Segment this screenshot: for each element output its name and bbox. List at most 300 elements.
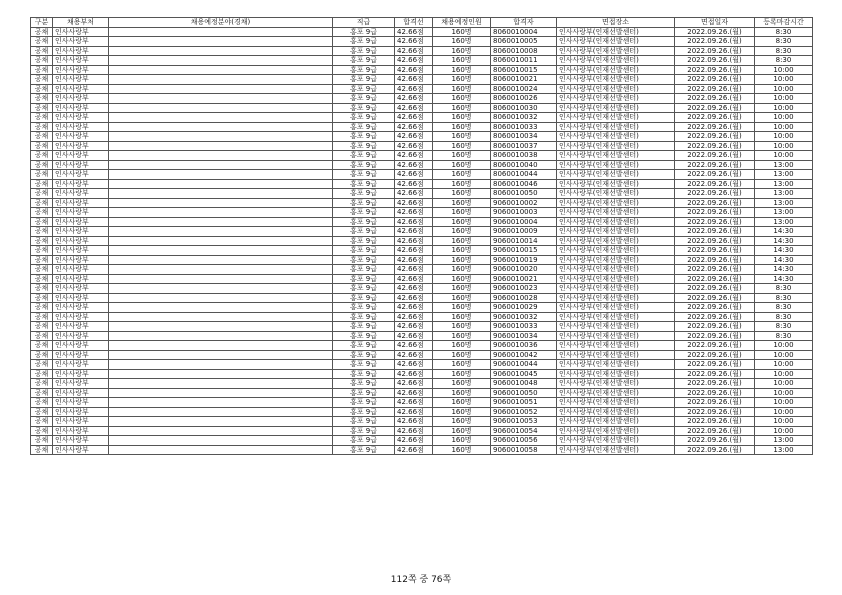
grade-cell: 홍포 9급 bbox=[333, 312, 395, 322]
interview-location-cell: 인사사랑부(인재선발센터) bbox=[557, 265, 675, 275]
category-cell: 공채 bbox=[31, 360, 53, 370]
interview-location-cell: 인사사랑부(인재선발센터) bbox=[557, 103, 675, 113]
category-cell: 공채 bbox=[31, 103, 53, 113]
department-cell: 인사사랑부 bbox=[53, 293, 109, 303]
department-cell: 인사사랑부 bbox=[53, 255, 109, 265]
category-cell: 공채 bbox=[31, 198, 53, 208]
registration-deadline-cell: 10:00 bbox=[755, 94, 813, 104]
interview-date-cell: 2022.09.26.(월) bbox=[675, 46, 755, 56]
category-cell: 공채 bbox=[31, 284, 53, 294]
interview-date-cell: 2022.09.26.(월) bbox=[675, 217, 755, 227]
registration-deadline-cell: 13:00 bbox=[755, 160, 813, 170]
table-row bbox=[31, 217, 813, 227]
interview-date-cell: 2022.09.26.(월) bbox=[675, 132, 755, 142]
field-cell bbox=[109, 322, 333, 332]
field-cell bbox=[109, 179, 333, 189]
interview-location-cell: 인사사랑부(인재선발센터) bbox=[557, 94, 675, 104]
table-row bbox=[31, 179, 813, 189]
planned-count-cell: 160명 bbox=[433, 303, 491, 313]
registration-deadline-cell: 10:00 bbox=[755, 122, 813, 132]
category-cell: 공채 bbox=[31, 27, 53, 37]
planned-count-cell: 160명 bbox=[433, 217, 491, 227]
field-cell bbox=[109, 236, 333, 246]
applicant-id-cell: 9060010042 bbox=[491, 350, 557, 360]
interview-date-cell: 2022.09.26.(월) bbox=[675, 227, 755, 237]
planned-count-cell: 160명 bbox=[433, 407, 491, 417]
table-row bbox=[31, 265, 813, 275]
registration-deadline-cell: 10:00 bbox=[755, 141, 813, 151]
department-cell: 인사사랑부 bbox=[53, 312, 109, 322]
registration-deadline-cell: 8:30 bbox=[755, 284, 813, 294]
department-cell: 인사사랑부 bbox=[53, 132, 109, 142]
category-cell: 공채 bbox=[31, 141, 53, 151]
header-cell: 면접일자 bbox=[675, 18, 755, 28]
field-cell bbox=[109, 46, 333, 56]
planned-count-cell: 160명 bbox=[433, 65, 491, 75]
grade-cell: 홍포 9급 bbox=[333, 303, 395, 313]
registration-deadline-cell: 8:30 bbox=[755, 312, 813, 322]
category-cell: 공채 bbox=[31, 312, 53, 322]
header-cell: 채용부처 bbox=[53, 18, 109, 28]
registration-deadline-cell: 14:30 bbox=[755, 227, 813, 237]
applicant-id-cell: 9060010036 bbox=[491, 341, 557, 351]
cutoff-cell: 42.66점 bbox=[395, 113, 433, 123]
interview-location-cell: 인사사랑부(인재선발센터) bbox=[557, 170, 675, 180]
applicant-id-cell: 9060010029 bbox=[491, 303, 557, 313]
field-cell bbox=[109, 398, 333, 408]
category-cell: 공채 bbox=[31, 331, 53, 341]
cutoff-cell: 42.66점 bbox=[395, 132, 433, 142]
grade-cell: 홍포 9급 bbox=[333, 75, 395, 85]
interview-date-cell: 2022.09.26.(월) bbox=[675, 274, 755, 284]
interview-location-cell: 인사사랑부(인재선발센터) bbox=[557, 160, 675, 170]
registration-deadline-cell: 10:00 bbox=[755, 398, 813, 408]
planned-count-cell: 160명 bbox=[433, 388, 491, 398]
planned-count-cell: 160명 bbox=[433, 227, 491, 237]
registration-deadline-cell: 8:30 bbox=[755, 27, 813, 37]
interview-date-cell: 2022.09.26.(월) bbox=[675, 208, 755, 218]
field-cell bbox=[109, 122, 333, 132]
grade-cell: 홍포 9급 bbox=[333, 46, 395, 56]
grade-cell: 홍포 9급 bbox=[333, 246, 395, 256]
category-cell: 공채 bbox=[31, 46, 53, 56]
cutoff-cell: 42.66점 bbox=[395, 293, 433, 303]
department-cell: 인사사랑부 bbox=[53, 236, 109, 246]
grade-cell: 홍포 9급 bbox=[333, 113, 395, 123]
field-cell bbox=[109, 303, 333, 313]
table-row bbox=[31, 189, 813, 199]
interview-location-cell: 인사사랑부(인재선발센터) bbox=[557, 217, 675, 227]
interview-date-cell: 2022.09.26.(월) bbox=[675, 141, 755, 151]
cutoff-cell: 42.66점 bbox=[395, 151, 433, 161]
cutoff-cell: 42.66점 bbox=[395, 255, 433, 265]
category-cell: 공채 bbox=[31, 274, 53, 284]
applicant-id-cell: 9060010056 bbox=[491, 436, 557, 446]
table-row bbox=[31, 436, 813, 446]
planned-count-cell: 160명 bbox=[433, 141, 491, 151]
department-cell: 인사사랑부 bbox=[53, 37, 109, 47]
table-row bbox=[31, 227, 813, 237]
registration-deadline-cell: 10:00 bbox=[755, 341, 813, 351]
table-row bbox=[31, 46, 813, 56]
planned-count-cell: 160명 bbox=[433, 75, 491, 85]
grade-cell: 홍포 9급 bbox=[333, 331, 395, 341]
grade-cell: 홍포 9급 bbox=[333, 132, 395, 142]
registration-deadline-cell: 10:00 bbox=[755, 151, 813, 161]
interview-date-cell: 2022.09.26.(월) bbox=[675, 284, 755, 294]
department-cell: 인사사랑부 bbox=[53, 46, 109, 56]
planned-count-cell: 160명 bbox=[433, 179, 491, 189]
interview-location-cell: 인사사랑부(인재선발센터) bbox=[557, 113, 675, 123]
interview-date-cell: 2022.09.26.(월) bbox=[675, 398, 755, 408]
category-cell: 공채 bbox=[31, 37, 53, 47]
interview-date-cell: 2022.09.26.(월) bbox=[675, 75, 755, 85]
registration-deadline-cell: 13:00 bbox=[755, 445, 813, 455]
applicant-id-cell: 9060010044 bbox=[491, 360, 557, 370]
interview-date-cell: 2022.09.26.(월) bbox=[675, 236, 755, 246]
table-row bbox=[31, 284, 813, 294]
field-cell bbox=[109, 151, 333, 161]
category-cell: 공채 bbox=[31, 246, 53, 256]
planned-count-cell: 160명 bbox=[433, 37, 491, 47]
planned-count-cell: 160명 bbox=[433, 293, 491, 303]
planned-count-cell: 160명 bbox=[433, 189, 491, 199]
registration-deadline-cell: 10:00 bbox=[755, 388, 813, 398]
table-row bbox=[31, 84, 813, 94]
grade-cell: 홍포 9급 bbox=[333, 227, 395, 237]
category-cell: 공채 bbox=[31, 369, 53, 379]
registration-deadline-cell: 10:00 bbox=[755, 132, 813, 142]
header-cell: 합격자 bbox=[491, 18, 557, 28]
interview-date-cell: 2022.09.26.(월) bbox=[675, 56, 755, 66]
applicant-id-cell: 9060010051 bbox=[491, 398, 557, 408]
cutoff-cell: 42.66점 bbox=[395, 341, 433, 351]
department-cell: 인사사랑부 bbox=[53, 274, 109, 284]
department-cell: 인사사랑부 bbox=[53, 65, 109, 75]
category-cell: 공채 bbox=[31, 75, 53, 85]
department-cell: 인사사랑부 bbox=[53, 369, 109, 379]
category-cell: 공채 bbox=[31, 407, 53, 417]
registration-deadline-cell: 10:00 bbox=[755, 113, 813, 123]
field-cell bbox=[109, 208, 333, 218]
table-row bbox=[31, 198, 813, 208]
category-cell: 공채 bbox=[31, 322, 53, 332]
table-row bbox=[31, 293, 813, 303]
interview-location-cell: 인사사랑부(인재선발센터) bbox=[557, 37, 675, 47]
category-cell: 공채 bbox=[31, 341, 53, 351]
interview-location-cell: 인사사랑부(인재선발센터) bbox=[557, 407, 675, 417]
header-cell: 채용예정분야(경채) bbox=[109, 18, 333, 28]
grade-cell: 홍포 9급 bbox=[333, 436, 395, 446]
table-row bbox=[31, 312, 813, 322]
field-cell bbox=[109, 350, 333, 360]
applicant-id-cell: 9060010002 bbox=[491, 198, 557, 208]
planned-count-cell: 160명 bbox=[433, 322, 491, 332]
header-cell: 구분 bbox=[31, 18, 53, 28]
interview-location-cell: 인사사랑부(인재선발센터) bbox=[557, 417, 675, 427]
table-row bbox=[31, 132, 813, 142]
interview-location-cell: 인사사랑부(인재선발센터) bbox=[557, 227, 675, 237]
department-cell: 인사사랑부 bbox=[53, 265, 109, 275]
applicant-id-cell: 9060010052 bbox=[491, 407, 557, 417]
field-cell bbox=[109, 331, 333, 341]
field-cell bbox=[109, 160, 333, 170]
registration-deadline-cell: 13:00 bbox=[755, 179, 813, 189]
department-cell: 인사사랑부 bbox=[53, 141, 109, 151]
field-cell bbox=[109, 379, 333, 389]
interview-location-cell: 인사사랑부(인재선발센터) bbox=[557, 141, 675, 151]
planned-count-cell: 160명 bbox=[433, 350, 491, 360]
interview-location-cell: 인사사랑부(인재선발센터) bbox=[557, 369, 675, 379]
department-cell: 인사사랑부 bbox=[53, 94, 109, 104]
department-cell: 인사사랑부 bbox=[53, 388, 109, 398]
cutoff-cell: 42.66점 bbox=[395, 94, 433, 104]
cutoff-cell: 42.66점 bbox=[395, 227, 433, 237]
applicant-id-cell: 9060010004 bbox=[491, 217, 557, 227]
category-cell: 공채 bbox=[31, 236, 53, 246]
grade-cell: 홍포 9급 bbox=[333, 388, 395, 398]
interview-date-cell: 2022.09.26.(월) bbox=[675, 360, 755, 370]
field-cell bbox=[109, 113, 333, 123]
interview-location-cell: 인사사랑부(인재선발센터) bbox=[557, 274, 675, 284]
interview-location-cell: 인사사랑부(인재선발센터) bbox=[557, 84, 675, 94]
interview-date-cell: 2022.09.26.(월) bbox=[675, 160, 755, 170]
field-cell bbox=[109, 75, 333, 85]
cutoff-cell: 42.66점 bbox=[395, 75, 433, 85]
grade-cell: 홍포 9급 bbox=[333, 426, 395, 436]
interview-location-cell: 인사사랑부(인재선발센터) bbox=[557, 322, 675, 332]
interview-date-cell: 2022.09.26.(월) bbox=[675, 170, 755, 180]
department-cell: 인사사랑부 bbox=[53, 160, 109, 170]
table-row bbox=[31, 236, 813, 246]
interview-location-cell: 인사사랑부(인재선발센터) bbox=[557, 122, 675, 132]
interview-location-cell: 인사사랑부(인재선발센터) bbox=[557, 65, 675, 75]
department-cell: 인사사랑부 bbox=[53, 217, 109, 227]
cutoff-cell: 42.66점 bbox=[395, 160, 433, 170]
field-cell bbox=[109, 103, 333, 113]
grade-cell: 홍포 9급 bbox=[333, 398, 395, 408]
cutoff-cell: 42.66점 bbox=[395, 274, 433, 284]
category-cell: 공채 bbox=[31, 132, 53, 142]
interview-date-cell: 2022.09.26.(월) bbox=[675, 417, 755, 427]
interview-date-cell: 2022.09.26.(월) bbox=[675, 27, 755, 37]
grade-cell: 홍포 9급 bbox=[333, 103, 395, 113]
interview-date-cell: 2022.09.26.(월) bbox=[675, 37, 755, 47]
planned-count-cell: 160명 bbox=[433, 113, 491, 123]
cutoff-cell: 42.66점 bbox=[395, 246, 433, 256]
cutoff-cell: 42.66점 bbox=[395, 217, 433, 227]
applicant-id-cell: 9060010009 bbox=[491, 227, 557, 237]
category-cell: 공채 bbox=[31, 65, 53, 75]
grade-cell: 홍포 9급 bbox=[333, 170, 395, 180]
interview-date-cell: 2022.09.26.(월) bbox=[675, 322, 755, 332]
grade-cell: 홍포 9급 bbox=[333, 407, 395, 417]
category-cell: 공채 bbox=[31, 56, 53, 66]
interview-date-cell: 2022.09.26.(월) bbox=[675, 265, 755, 275]
field-cell bbox=[109, 445, 333, 455]
header-cell: 등록마감시간 bbox=[755, 18, 813, 28]
department-cell: 인사사랑부 bbox=[53, 208, 109, 218]
interview-date-cell: 2022.09.26.(월) bbox=[675, 388, 755, 398]
cutoff-cell: 42.66점 bbox=[395, 322, 433, 332]
interview-date-cell: 2022.09.26.(월) bbox=[675, 369, 755, 379]
table-row bbox=[31, 445, 813, 455]
interview-location-cell: 인사사랑부(인재선발센터) bbox=[557, 208, 675, 218]
interview-location-cell: 인사사랑부(인재선발센터) bbox=[557, 341, 675, 351]
table-row bbox=[31, 37, 813, 47]
applicant-id-cell: 9060010045 bbox=[491, 369, 557, 379]
registration-deadline-cell: 13:00 bbox=[755, 436, 813, 446]
registration-deadline-cell: 8:30 bbox=[755, 37, 813, 47]
cutoff-cell: 42.66점 bbox=[395, 56, 433, 66]
cutoff-cell: 42.66점 bbox=[395, 236, 433, 246]
applicant-id-cell: 8060010030 bbox=[491, 103, 557, 113]
applicant-id-cell: 8060010024 bbox=[491, 84, 557, 94]
category-cell: 공채 bbox=[31, 94, 53, 104]
grade-cell: 홍포 9급 bbox=[333, 274, 395, 284]
category-cell: 공채 bbox=[31, 160, 53, 170]
field-cell bbox=[109, 341, 333, 351]
applicant-id-cell: 8060010044 bbox=[491, 170, 557, 180]
field-cell bbox=[109, 217, 333, 227]
cutoff-cell: 42.66점 bbox=[395, 350, 433, 360]
department-cell: 인사사랑부 bbox=[53, 284, 109, 294]
interview-date-cell: 2022.09.26.(월) bbox=[675, 103, 755, 113]
department-cell: 인사사랑부 bbox=[53, 227, 109, 237]
cutoff-cell: 42.66점 bbox=[395, 436, 433, 446]
planned-count-cell: 160명 bbox=[433, 255, 491, 265]
planned-count-cell: 160명 bbox=[433, 417, 491, 427]
interview-location-cell: 인사사랑부(인재선발센터) bbox=[557, 236, 675, 246]
registration-deadline-cell: 10:00 bbox=[755, 369, 813, 379]
planned-count-cell: 160명 bbox=[433, 198, 491, 208]
cutoff-cell: 42.66점 bbox=[395, 122, 433, 132]
department-cell: 인사사랑부 bbox=[53, 103, 109, 113]
department-cell: 인사사랑부 bbox=[53, 170, 109, 180]
interview-location-cell: 인사사랑부(인재선발센터) bbox=[557, 27, 675, 37]
grade-cell: 홍포 9급 bbox=[333, 65, 395, 75]
applicant-id-cell: 8060010008 bbox=[491, 46, 557, 56]
planned-count-cell: 160명 bbox=[433, 436, 491, 446]
category-cell: 공채 bbox=[31, 426, 53, 436]
cutoff-cell: 42.66점 bbox=[395, 103, 433, 113]
planned-count-cell: 160명 bbox=[433, 46, 491, 56]
grade-cell: 홍포 9급 bbox=[333, 293, 395, 303]
category-cell: 공채 bbox=[31, 417, 53, 427]
category-cell: 공채 bbox=[31, 350, 53, 360]
applicant-id-cell: 8060010015 bbox=[491, 65, 557, 75]
cutoff-cell: 42.66점 bbox=[395, 189, 433, 199]
category-cell: 공채 bbox=[31, 170, 53, 180]
cutoff-cell: 42.66점 bbox=[395, 426, 433, 436]
interview-location-cell: 인사사랑부(인재선발센터) bbox=[557, 445, 675, 455]
planned-count-cell: 160명 bbox=[433, 312, 491, 322]
interview-schedule-table bbox=[30, 17, 813, 455]
interview-location-cell: 인사사랑부(인재선발센터) bbox=[557, 198, 675, 208]
grade-cell: 홍포 9급 bbox=[333, 84, 395, 94]
planned-count-cell: 160명 bbox=[433, 265, 491, 275]
department-cell: 인사사랑부 bbox=[53, 360, 109, 370]
interview-location-cell: 인사사랑부(인재선발센터) bbox=[557, 255, 675, 265]
header-cell: 합격선 bbox=[395, 18, 433, 28]
field-cell bbox=[109, 369, 333, 379]
category-cell: 공채 bbox=[31, 436, 53, 446]
registration-deadline-cell: 10:00 bbox=[755, 417, 813, 427]
applicant-id-cell: 8060010046 bbox=[491, 179, 557, 189]
category-cell: 공채 bbox=[31, 388, 53, 398]
registration-deadline-cell: 10:00 bbox=[755, 360, 813, 370]
category-cell: 공채 bbox=[31, 122, 53, 132]
interview-location-cell: 인사사랑부(인재선발센터) bbox=[557, 303, 675, 313]
field-cell bbox=[109, 246, 333, 256]
department-cell: 인사사랑부 bbox=[53, 398, 109, 408]
table-row bbox=[31, 208, 813, 218]
grade-cell: 홍포 9급 bbox=[333, 151, 395, 161]
interview-location-cell: 인사사랑부(인재선발센터) bbox=[557, 379, 675, 389]
table-row bbox=[31, 75, 813, 85]
grade-cell: 홍포 9급 bbox=[333, 122, 395, 132]
grade-cell: 홍포 9급 bbox=[333, 417, 395, 427]
planned-count-cell: 160명 bbox=[433, 122, 491, 132]
interview-date-cell: 2022.09.26.(월) bbox=[675, 331, 755, 341]
header-cell: 채용예정인원 bbox=[433, 18, 491, 28]
table-row bbox=[31, 141, 813, 151]
cutoff-cell: 42.66점 bbox=[395, 388, 433, 398]
registration-deadline-cell: 8:30 bbox=[755, 46, 813, 56]
interview-date-cell: 2022.09.26.(월) bbox=[675, 151, 755, 161]
cutoff-cell: 42.66점 bbox=[395, 170, 433, 180]
grade-cell: 홍포 9급 bbox=[333, 94, 395, 104]
planned-count-cell: 160명 bbox=[433, 103, 491, 113]
field-cell bbox=[109, 360, 333, 370]
applicant-id-cell: 9060010014 bbox=[491, 236, 557, 246]
department-cell: 인사사랑부 bbox=[53, 179, 109, 189]
applicant-id-cell: 8060010011 bbox=[491, 56, 557, 66]
applicant-id-cell: 9060010021 bbox=[491, 274, 557, 284]
cutoff-cell: 42.66점 bbox=[395, 37, 433, 47]
planned-count-cell: 160명 bbox=[433, 284, 491, 294]
applicant-id-cell: 9060010034 bbox=[491, 331, 557, 341]
category-cell: 공채 bbox=[31, 189, 53, 199]
planned-count-cell: 160명 bbox=[433, 236, 491, 246]
registration-deadline-cell: 8:30 bbox=[755, 303, 813, 313]
planned-count-cell: 160명 bbox=[433, 445, 491, 455]
grade-cell: 홍포 9급 bbox=[333, 27, 395, 37]
applicant-id-cell: 8060010034 bbox=[491, 132, 557, 142]
registration-deadline-cell: 14:30 bbox=[755, 236, 813, 246]
field-cell bbox=[109, 170, 333, 180]
registration-deadline-cell: 13:00 bbox=[755, 208, 813, 218]
department-cell: 인사사랑부 bbox=[53, 331, 109, 341]
field-cell bbox=[109, 65, 333, 75]
grade-cell: 홍포 9급 bbox=[333, 160, 395, 170]
registration-deadline-cell: 10:00 bbox=[755, 103, 813, 113]
category-cell: 공채 bbox=[31, 445, 53, 455]
registration-deadline-cell: 14:30 bbox=[755, 265, 813, 275]
table-row bbox=[31, 170, 813, 180]
grade-cell: 홍포 9급 bbox=[333, 369, 395, 379]
grade-cell: 홍포 9급 bbox=[333, 236, 395, 246]
interview-date-cell: 2022.09.26.(월) bbox=[675, 113, 755, 123]
cutoff-cell: 42.66점 bbox=[395, 303, 433, 313]
registration-deadline-cell: 10:00 bbox=[755, 426, 813, 436]
registration-deadline-cell: 8:30 bbox=[755, 293, 813, 303]
department-cell: 인사사랑부 bbox=[53, 350, 109, 360]
interview-date-cell: 2022.09.26.(월) bbox=[675, 312, 755, 322]
grade-cell: 홍포 9급 bbox=[333, 179, 395, 189]
interview-location-cell: 인사사랑부(인재선발센터) bbox=[557, 151, 675, 161]
table-row bbox=[31, 398, 813, 408]
